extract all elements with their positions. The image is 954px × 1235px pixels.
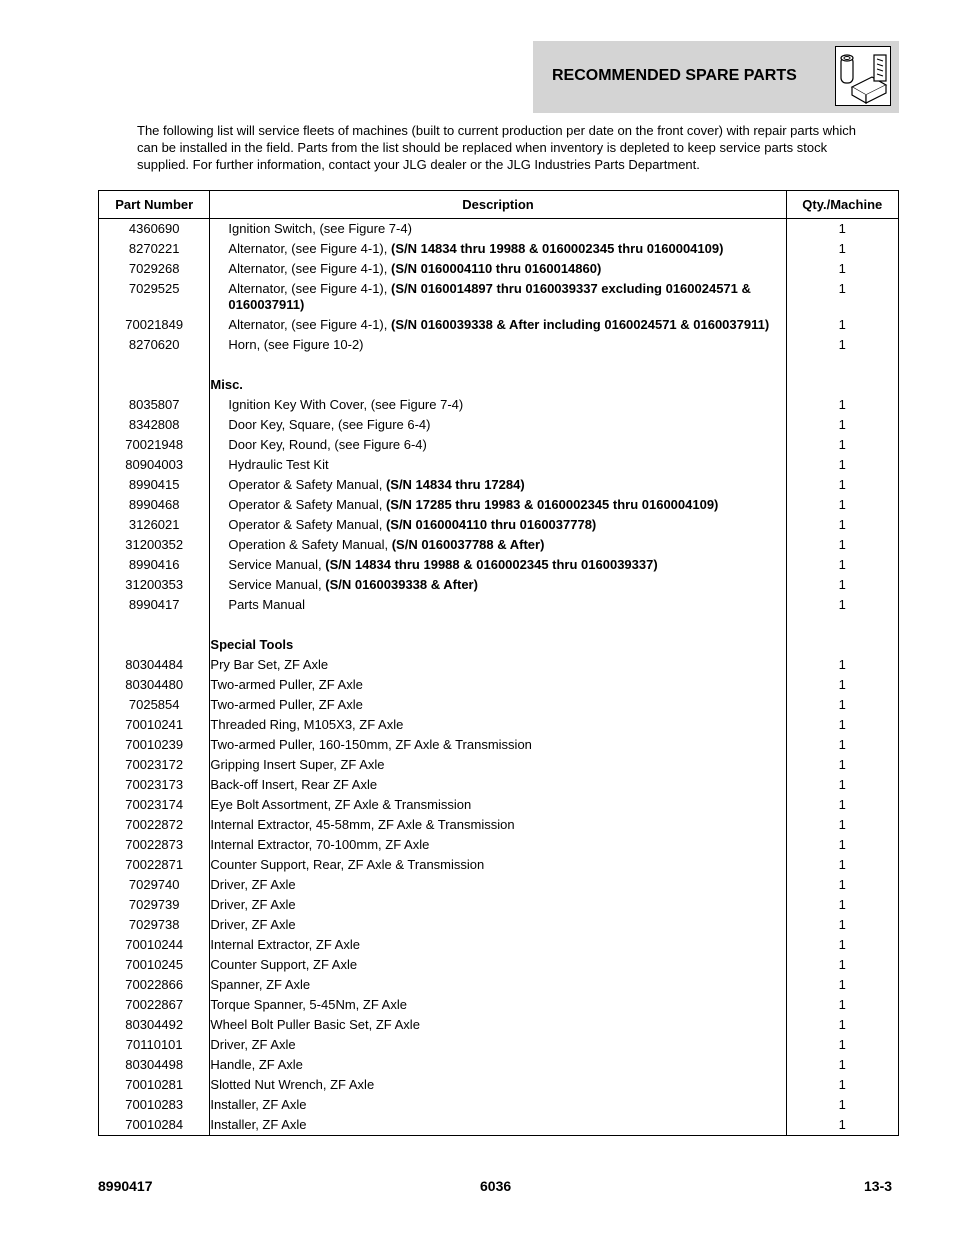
part-number-cell: 80304498 — [99, 1055, 210, 1075]
description-cell — [210, 455, 786, 475]
qty-cell: 1 — [838, 337, 846, 352]
part-number-cell: 80304492 — [99, 1015, 210, 1035]
table-row — [99, 415, 899, 435]
table-row — [99, 435, 899, 455]
part-number-cell: 31200353 — [99, 575, 210, 595]
table-row — [99, 875, 899, 895]
description-text: Alternator, (see Figure 4-1), — [228, 281, 391, 296]
intro-paragraph: The following list will service fleets of machines (built to current production per date on the front cover) with repair parts which can be installed in the field. Parts from the list should be replaced when inventory is depleted to keep service parts stock supplied. For further information, contact your JLG dealer or the JLG Industries Parts Department. — [137, 123, 856, 172]
description-cell — [210, 395, 786, 415]
description-cell — [210, 635, 786, 655]
qty-cell: 1 — [838, 1117, 846, 1132]
description-serial-range: (S/N 0160004110 thru 0160037778) — [385, 517, 597, 532]
part-number-cell: 8035807 — [99, 395, 210, 415]
table-row — [99, 575, 899, 595]
part-number-cell: 80304480 — [99, 675, 210, 695]
description-serial-range: (S/N 0160004110 thru 0160014860) — [390, 261, 602, 276]
qty-cell: 1 — [838, 877, 846, 892]
header-part-number: Part Number — [99, 191, 210, 219]
description-text: Installer, ZF Axle — [210, 1097, 307, 1112]
description-text: Gripping Insert Super, ZF Axle — [210, 757, 385, 772]
description-serial-range: (S/N 0160037788 & After) — [391, 537, 545, 552]
description-cell — [210, 595, 786, 615]
description-cell — [210, 755, 786, 775]
table-row — [99, 515, 899, 535]
part-number-cell: 70022871 — [99, 855, 210, 875]
qty-cell: 1 — [838, 857, 846, 872]
table-row — [99, 335, 899, 355]
description-text: Installer, ZF Axle — [210, 1117, 307, 1132]
table-row — [99, 735, 899, 755]
table-row — [99, 1055, 899, 1075]
table-row — [99, 655, 899, 675]
description-text: Threaded Ring, M105X3, ZF Axle — [210, 717, 404, 732]
table-row — [99, 755, 899, 775]
description-text: Two-armed Puller, ZF Axle — [210, 677, 363, 692]
description-cell — [210, 875, 786, 895]
description-serial-range: (S/N 14834 thru 19988 & 0160002345 thru 0160039337) — [325, 557, 658, 572]
qty-cell: 1 — [838, 261, 846, 276]
description-text: Driver, ZF Axle — [210, 1037, 296, 1052]
description-cell — [210, 375, 786, 395]
description-text: Service Manual, — [228, 557, 326, 572]
qty-cell: 1 — [838, 417, 846, 432]
table-row — [99, 239, 899, 259]
description-text: Alternator, (see Figure 4-1), — [228, 261, 391, 276]
description-cell — [210, 1075, 786, 1095]
description-cell — [210, 795, 786, 815]
table-row — [99, 895, 899, 915]
description-text: Eye Bolt Assortment, ZF Axle & Transmission — [210, 797, 472, 812]
part-number-cell: 8270221 — [99, 239, 210, 259]
description-text: Slotted Nut Wrench, ZF Axle — [210, 1077, 375, 1092]
description-text: Internal Extractor, ZF Axle — [210, 937, 360, 952]
qty-cell: 1 — [838, 657, 846, 672]
part-number-cell: 70022867 — [99, 995, 210, 1015]
description-cell — [210, 415, 786, 435]
part-number-cell — [99, 375, 210, 395]
description-cell — [210, 335, 786, 355]
description-cell — [210, 575, 786, 595]
table-row — [99, 975, 899, 995]
table-row — [99, 715, 899, 735]
description-text: Two-armed Puller, ZF Axle — [210, 697, 363, 712]
description-serial-range: (S/N 0160039338 & After including 0160024571 & 0160037911) — [390, 317, 770, 332]
table-row — [99, 315, 899, 335]
description-cell — [210, 935, 786, 955]
description-cell — [210, 855, 786, 875]
description-text: Ignition Switch, (see Figure 7-4) — [228, 221, 412, 236]
description-text: Wheel Bolt Puller Basic Set, ZF Axle — [210, 1017, 420, 1032]
table-row — [99, 815, 899, 835]
description-cell — [210, 1035, 786, 1055]
description-cell — [210, 815, 786, 835]
description-cell — [210, 655, 786, 675]
qty-cell: 1 — [838, 797, 846, 812]
part-number-cell: 8990416 — [99, 555, 210, 575]
qty-cell: 1 — [838, 397, 846, 412]
description-text: Torque Spanner, 5-45Nm, ZF Axle — [210, 997, 407, 1012]
qty-cell: 1 — [838, 1017, 846, 1032]
header-description: Description — [210, 191, 786, 219]
description-text: Parts Manual — [228, 597, 305, 612]
part-number-cell: 70021849 — [99, 315, 210, 335]
description-cell — [210, 495, 786, 515]
description-text: Back-off Insert, Rear ZF Axle — [210, 777, 378, 792]
qty-cell: 1 — [838, 437, 846, 452]
description-cell — [210, 675, 786, 695]
table-row — [99, 1015, 899, 1035]
qty-cell: 1 — [838, 817, 846, 832]
description-serial-range: (S/N 0160039338 & After) — [325, 577, 478, 592]
description-text: Internal Extractor, 70-100mm, ZF Axle — [210, 837, 430, 852]
spare-parts-icon — [835, 46, 891, 106]
qty-cell — [786, 635, 898, 655]
spacer-row — [99, 355, 899, 375]
description-cell — [210, 259, 786, 279]
description-cell — [210, 435, 786, 455]
part-number-cell: 70010239 — [99, 735, 210, 755]
qty-cell: 1 — [838, 777, 846, 792]
part-number-cell — [99, 635, 210, 655]
part-number-cell: 8990417 — [99, 595, 210, 615]
part-number-cell: 70010244 — [99, 935, 210, 955]
table-row — [99, 279, 899, 315]
qty-cell: 1 — [838, 1037, 846, 1052]
qty-cell: 1 — [838, 757, 846, 772]
qty-cell: 1 — [838, 697, 846, 712]
qty-cell: 1 — [838, 897, 846, 912]
qty-cell: 1 — [838, 917, 846, 932]
qty-cell: 1 — [838, 677, 846, 692]
description-cell — [210, 219, 786, 240]
table-row — [99, 475, 899, 495]
description-text: Hydraulic Test Kit — [228, 457, 329, 472]
qty-cell: 1 — [838, 957, 846, 972]
part-number-cell: 7029739 — [99, 895, 210, 915]
part-number-cell: 3126021 — [99, 515, 210, 535]
table-row — [99, 635, 899, 655]
description-text: Driver, ZF Axle — [210, 917, 296, 932]
qty-cell: 1 — [838, 1077, 846, 1092]
part-number-cell: 7025854 — [99, 695, 210, 715]
description-cell — [210, 695, 786, 715]
part-number-cell: 7029525 — [99, 279, 210, 315]
table-row — [99, 995, 899, 1015]
part-number-cell: 7029738 — [99, 915, 210, 935]
qty-cell: 1 — [838, 837, 846, 852]
qty-cell: 1 — [838, 1097, 846, 1112]
qty-cell: 1 — [838, 597, 846, 612]
table-row — [99, 555, 899, 575]
qty-cell: 1 — [838, 497, 846, 512]
table-body — [99, 219, 899, 1136]
part-number-cell: 80904003 — [99, 455, 210, 475]
table-row — [99, 219, 899, 240]
description-text: Ignition Key With Cover, (see Figure 7-4) — [228, 397, 464, 412]
part-number-cell: 70010281 — [99, 1075, 210, 1095]
table-row — [99, 915, 899, 935]
description-text: Counter Support, Rear, ZF Axle & Transmission — [210, 857, 485, 872]
table-row — [99, 935, 899, 955]
qty-cell: 1 — [838, 717, 846, 732]
qty-cell: 1 — [838, 937, 846, 952]
description-cell — [210, 279, 786, 315]
description-text: Alternator, (see Figure 4-1), — [228, 317, 391, 332]
description-cell — [210, 535, 786, 555]
part-number-cell: 70010241 — [99, 715, 210, 735]
description-text: Driver, ZF Axle — [210, 877, 296, 892]
qty-cell: 1 — [838, 457, 846, 472]
description-cell — [210, 895, 786, 915]
part-number-cell: 4360690 — [99, 219, 210, 240]
part-number-cell: 70023174 — [99, 795, 210, 815]
description-text: Internal Extractor, 45-58mm, ZF Axle & Transmission — [210, 817, 515, 832]
part-number-cell: 7029268 — [99, 259, 210, 279]
spacer-row — [99, 615, 899, 635]
spare-parts-table — [98, 190, 899, 1136]
description-serial-range: (S/N 0160014897 thru 0160039337 excluding 0160024571 & 0160037911) — [228, 281, 751, 312]
description-serial-range: Misc. — [210, 377, 243, 392]
table-row — [99, 855, 899, 875]
table-row — [99, 1095, 899, 1115]
description-text: Operation & Safety Manual, — [228, 537, 392, 552]
qty-cell: 1 — [838, 221, 846, 236]
description-cell — [210, 915, 786, 935]
qty-cell: 1 — [838, 737, 846, 752]
description-cell — [210, 995, 786, 1015]
description-text: Operator & Safety Manual, — [228, 497, 386, 512]
table-row — [99, 1075, 899, 1095]
header-qty: Qty./Machine — [786, 191, 898, 219]
table-row — [99, 455, 899, 475]
description-text: Counter Support, ZF Axle — [210, 957, 358, 972]
qty-cell: 1 — [838, 997, 846, 1012]
description-text: Service Manual, — [228, 577, 326, 592]
description-text: Spanner, ZF Axle — [210, 977, 311, 992]
qty-cell: 1 — [838, 557, 846, 572]
qty-cell: 1 — [838, 317, 846, 332]
description-cell — [210, 835, 786, 855]
description-serial-range: Special Tools — [210, 637, 294, 652]
description-cell — [210, 1055, 786, 1075]
section-title: RECOMMENDED SPARE PARTS — [552, 67, 797, 84]
qty-cell: 1 — [838, 241, 846, 256]
description-cell — [210, 975, 786, 995]
part-number-cell: 70010283 — [99, 1095, 210, 1115]
qty-cell: 1 — [838, 1057, 846, 1072]
description-cell — [210, 735, 786, 755]
part-number-cell: 8270620 — [99, 335, 210, 355]
description-text: Driver, ZF Axle — [210, 897, 296, 912]
description-cell — [210, 775, 786, 795]
description-cell — [210, 1015, 786, 1035]
table-row — [99, 955, 899, 975]
table-row — [99, 835, 899, 855]
table-row — [99, 1035, 899, 1055]
part-number-cell: 70110101 — [99, 1035, 210, 1055]
description-text: Alternator, (see Figure 4-1), — [228, 241, 391, 256]
table-row — [99, 259, 899, 279]
description-text: Operator & Safety Manual, — [228, 517, 386, 532]
qty-cell: 1 — [838, 977, 846, 992]
description-text: Two-armed Puller, 160-150mm, ZF Axle & Transmission — [210, 737, 532, 752]
part-number-cell: 70010284 — [99, 1115, 210, 1136]
description-serial-range: (S/N 14834 thru 19988 & 0160002345 thru 0160004109) — [390, 241, 724, 256]
description-cell — [210, 239, 786, 259]
part-number-cell: 80304484 — [99, 655, 210, 675]
table-row — [99, 795, 899, 815]
qty-cell: 1 — [838, 477, 846, 492]
description-cell — [210, 515, 786, 535]
table-row — [99, 1115, 899, 1136]
description-cell — [210, 315, 786, 335]
part-number-cell: 70022866 — [99, 975, 210, 995]
section-header — [533, 41, 899, 113]
qty-cell: 1 — [838, 517, 846, 532]
description-text: Horn, (see Figure 10-2) — [228, 337, 364, 352]
part-number-cell: 70022873 — [99, 835, 210, 855]
footer-page-number: 13-3 — [864, 1178, 893, 1194]
part-number-cell: 70010245 — [99, 955, 210, 975]
part-number-cell: 8990415 — [99, 475, 210, 495]
part-number-cell: 31200352 — [99, 535, 210, 555]
qty-cell: 1 — [838, 577, 846, 592]
description-text: Operator & Safety Manual, — [228, 477, 386, 492]
footer-model: 6036 — [480, 1178, 512, 1194]
table-row — [99, 495, 899, 515]
description-cell — [210, 475, 786, 495]
table-row — [99, 695, 899, 715]
description-text: Door Key, Square, (see Figure 6-4) — [228, 417, 431, 432]
table-row — [99, 775, 899, 795]
part-number-cell: 8990468 — [99, 495, 210, 515]
table-row — [99, 675, 899, 695]
description-serial-range: (S/N 17285 thru 19983 & 0160002345 thru 0160004109) — [385, 497, 719, 512]
description-cell — [210, 955, 786, 975]
qty-cell: 1 — [838, 537, 846, 552]
part-number-cell: 70021948 — [99, 435, 210, 455]
description-cell — [210, 715, 786, 735]
part-number-cell: 70022872 — [99, 815, 210, 835]
description-text: Handle, ZF Axle — [210, 1057, 303, 1072]
part-number-cell: 70023173 — [99, 775, 210, 795]
description-cell — [210, 555, 786, 575]
footer-doc-number: 8990417 — [98, 1178, 153, 1194]
table-row — [99, 375, 899, 395]
description-text: Pry Bar Set, ZF Axle — [210, 657, 329, 672]
part-number-cell: 8342808 — [99, 415, 210, 435]
qty-cell: 1 — [838, 281, 846, 296]
description-text: Door Key, Round, (see Figure 6-4) — [228, 437, 427, 452]
table-header-row — [99, 191, 899, 219]
table-row — [99, 395, 899, 415]
part-number-cell: 7029740 — [99, 875, 210, 895]
description-serial-range: (S/N 14834 thru 17284) — [385, 477, 525, 492]
qty-cell — [786, 375, 898, 395]
part-number-cell: 70023172 — [99, 755, 210, 775]
description-cell — [210, 1115, 786, 1136]
table-row — [99, 595, 899, 615]
description-cell — [210, 1095, 786, 1115]
table-row — [99, 535, 899, 555]
